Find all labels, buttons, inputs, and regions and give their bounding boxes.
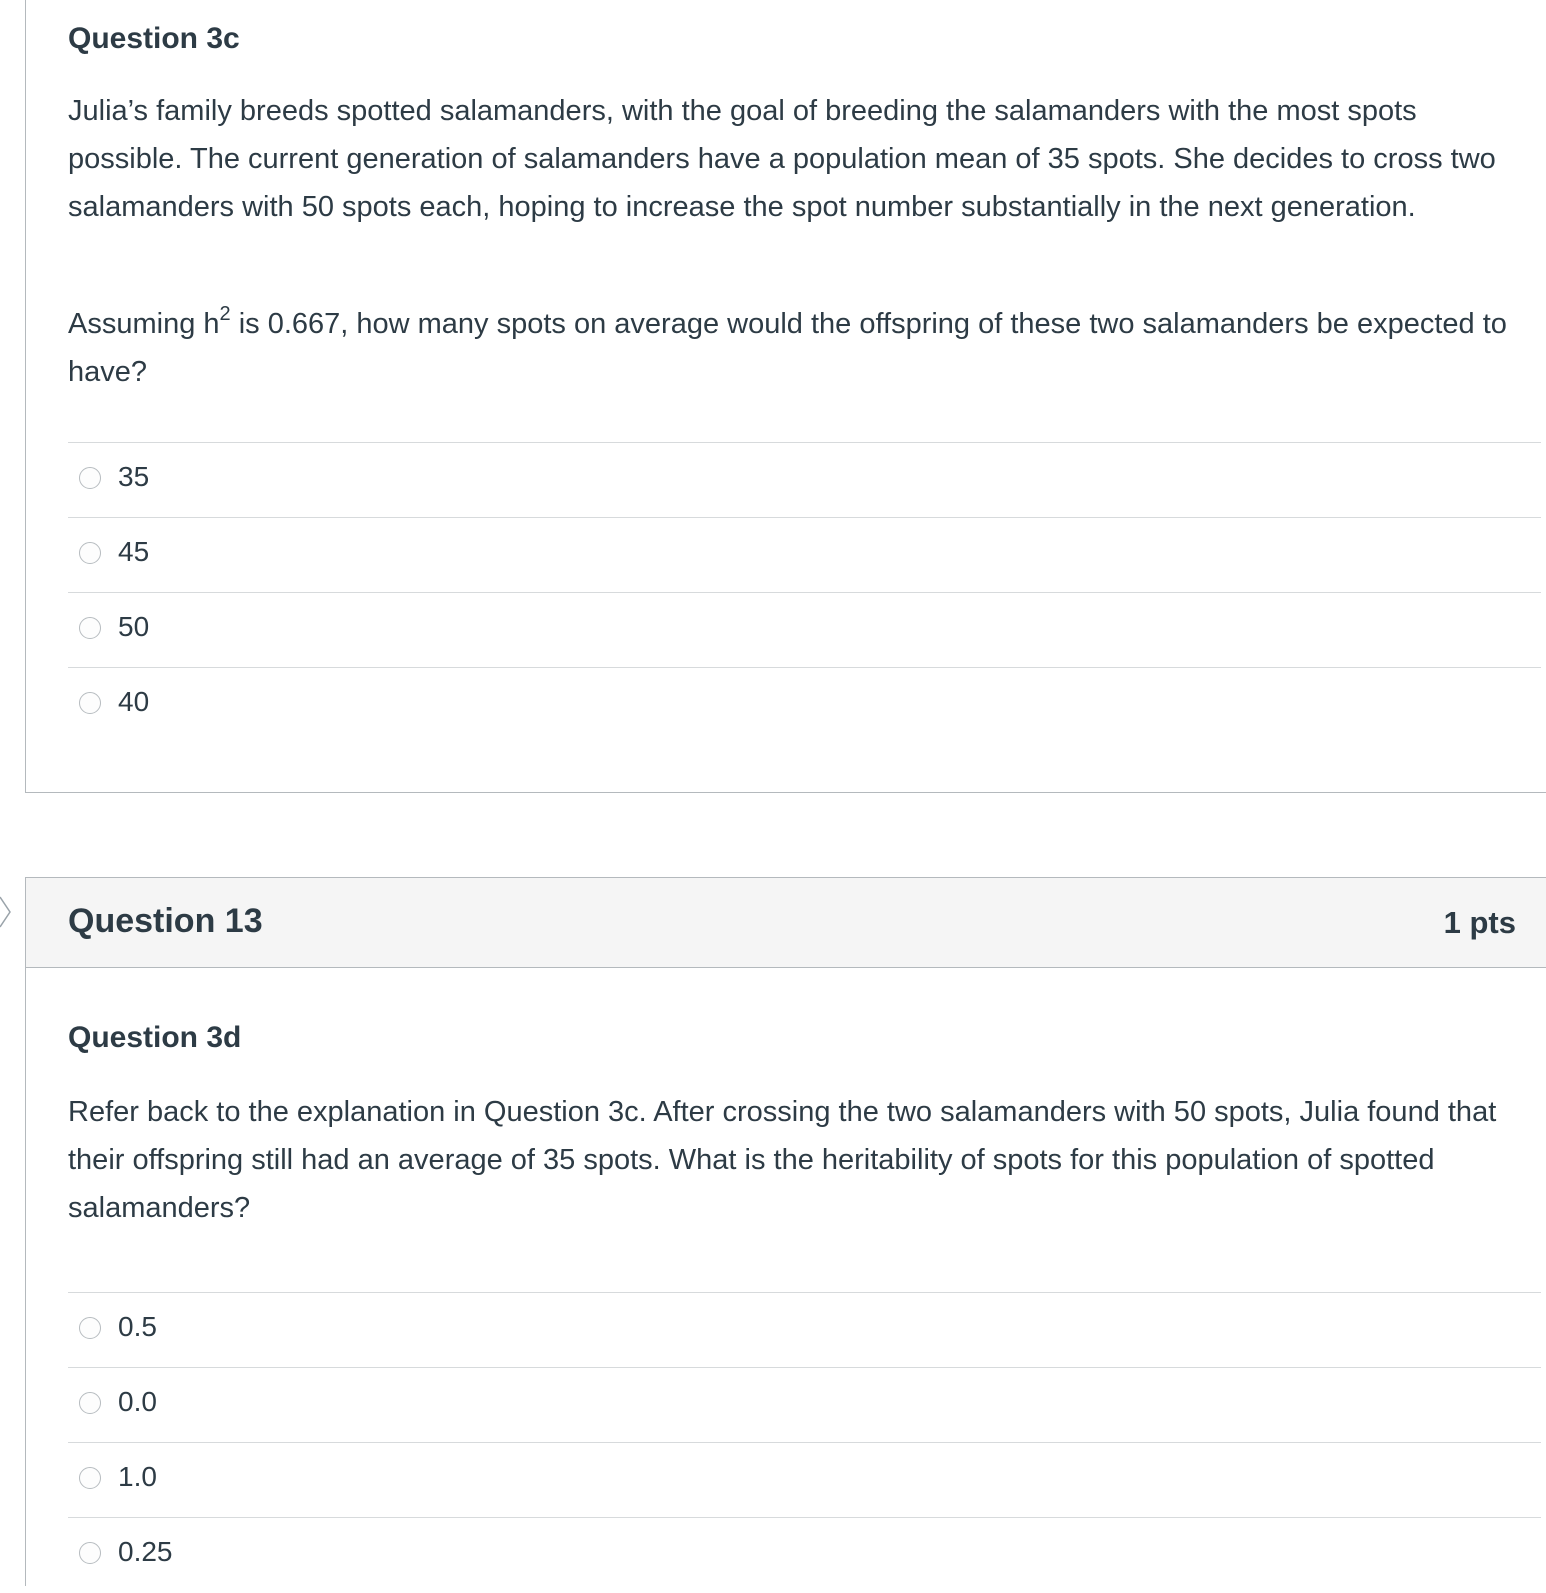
answer-label[interactable]: 0.25 bbox=[118, 1536, 173, 1567]
answer-option[interactable] bbox=[68, 443, 1541, 518]
answer-label[interactable]: 40 bbox=[118, 686, 150, 717]
prompt-text-start: Assuming h bbox=[68, 308, 220, 340]
answer-label[interactable]: 50 bbox=[118, 611, 150, 642]
radio-button-icon[interactable] bbox=[79, 467, 101, 489]
radio-button-icon[interactable] bbox=[79, 1317, 101, 1339]
answer-label[interactable]: 0.5 bbox=[118, 1311, 157, 1342]
answer-option[interactable] bbox=[68, 593, 1541, 668]
question-paragraph: Julia’s family breeds spotted salamanders, with the goal of breeding the salamanders with the most spots possible. The current generation of salamanders have a population mean of 35 spots. She decides to cross two salamanders with 50 spots each, hoping to increase the spot number substantially in the next generation. bbox=[68, 95, 1496, 223]
answer-list bbox=[68, 1292, 1541, 1593]
answer-label[interactable]: 35 bbox=[118, 461, 150, 492]
question-card-3c bbox=[25, 0, 1546, 793]
radio-button-icon[interactable] bbox=[79, 1467, 101, 1489]
radio-button-icon[interactable] bbox=[79, 1542, 101, 1564]
chevron-right-icon[interactable] bbox=[0, 895, 12, 929]
answer-option[interactable] bbox=[68, 1518, 1541, 1593]
question-number: Question 13 bbox=[68, 902, 263, 940]
answer-label[interactable]: 1.0 bbox=[118, 1461, 157, 1492]
question-text bbox=[68, 87, 1538, 231]
radio-button-icon[interactable] bbox=[79, 692, 101, 714]
question-subtitle: Question 3d bbox=[68, 1021, 242, 1054]
answer-list bbox=[68, 442, 1541, 743]
radio-button-icon[interactable] bbox=[79, 617, 101, 639]
answer-label[interactable]: 45 bbox=[118, 536, 150, 567]
points-label: 1 pts bbox=[1443, 905, 1516, 940]
question-text: Refer back to the explanation in Question 3c. After crossing the two salamanders with 50 spots, Julia found that their offspring still had an average of 35 spots. What is the heritability of spots for this population of spotted salamanders? bbox=[68, 1096, 1497, 1224]
answer-option[interactable] bbox=[68, 668, 1541, 743]
answer-option[interactable] bbox=[68, 1293, 1541, 1368]
answer-option[interactable] bbox=[68, 1368, 1541, 1443]
answer-option[interactable] bbox=[68, 1443, 1541, 1518]
question-subtitle: Question 3c bbox=[68, 22, 240, 55]
radio-button-icon[interactable] bbox=[79, 542, 101, 564]
question-card-13 bbox=[25, 877, 1546, 1586]
answer-label[interactable]: 0.0 bbox=[118, 1386, 157, 1417]
prompt-text-end: is 0.667, how many spots on average would the offspring of these two salamanders be expected to have? bbox=[68, 308, 1507, 388]
answer-option[interactable] bbox=[68, 518, 1541, 593]
question-header bbox=[26, 878, 1546, 968]
question-prompt bbox=[68, 300, 1538, 396]
radio-button-icon[interactable] bbox=[79, 1392, 101, 1414]
superscript: 2 bbox=[219, 303, 231, 325]
